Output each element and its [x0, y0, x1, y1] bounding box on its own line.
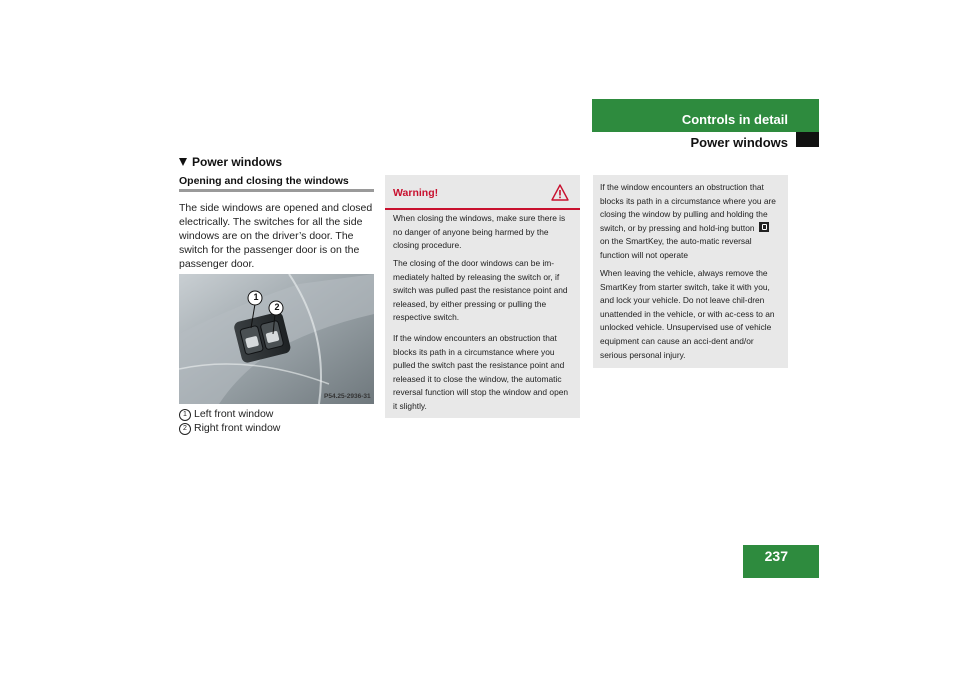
- triangle-down-icon: [179, 158, 187, 166]
- page-number: 237: [764, 548, 788, 564]
- legend-label: Left front window: [194, 408, 274, 420]
- lock-key-icon: [759, 222, 769, 232]
- note-text-before: If the window encounters an obstruction that blocks its path in a circumstance where you are closing the window by pulling and holding the switch, or by pressing and hold-ing button: [600, 182, 776, 233]
- chapter-title: Controls in detail: [681, 112, 788, 127]
- photo-callout-2: 2: [274, 302, 280, 312]
- legend-number: 1: [179, 409, 191, 421]
- subsection-title: Opening and closing the windows: [179, 175, 349, 187]
- section-title: Power windows: [690, 135, 788, 150]
- warning-paragraph: If the window encounters an obstruction that blocks its path in a circumstance where you pulled the switch past the resistance point and released it to close the window, the automatic reversal function will stop the window and open it slightly.: [393, 333, 569, 411]
- legend-item: [179, 421, 280, 435]
- warning-title: Warning!: [393, 187, 439, 199]
- warning-paragraph: The closing of the door windows can be im-mediately halted by releasing the switch or, if switch was pulled past the resistance point and released, by either pressing or pulling the respective switch.: [393, 258, 568, 323]
- note-paragraph: [600, 181, 782, 263]
- section-heading: [179, 154, 399, 170]
- warning-paragraph: When closing the windows, make sure there is no danger of anyone being harmed by the closing procedure.: [393, 213, 566, 251]
- window-switch-illustration: [179, 274, 374, 404]
- window-switch-photo: [179, 274, 374, 404]
- legend-item: [179, 407, 273, 421]
- section-heading-text: Power windows: [192, 155, 283, 169]
- note-paragraph: When leaving the vehicle, always remove the SmartKey from starter switch, take it with you, and lock your vehicle. Do not leave chil-dren unattended in the vehicle, or with ac-cess to an unlocked vehicle. Unsupervised use of vehicle equipment can cause an acci-dent and/or serious personal injury.: [600, 268, 775, 360]
- warning-triangle-icon: [551, 184, 569, 201]
- header-marker: [796, 132, 819, 147]
- legend-number: 2: [179, 423, 191, 435]
- legend-label: Right front window: [194, 422, 281, 434]
- warning-rule: [385, 208, 580, 210]
- subsection-rule: [179, 189, 374, 192]
- body-paragraph: The side windows are opened and closed electrically. The switches for all the side windows are on the driver’s door. The switch for the passenger door is on the passenger door.: [179, 202, 373, 270]
- photo-code: P54.25-2936-31: [324, 393, 371, 400]
- note-text-after: on the SmartKey, the auto-matic reversal function will not operate: [600, 236, 752, 260]
- photo-callout-1: 1: [253, 292, 259, 302]
